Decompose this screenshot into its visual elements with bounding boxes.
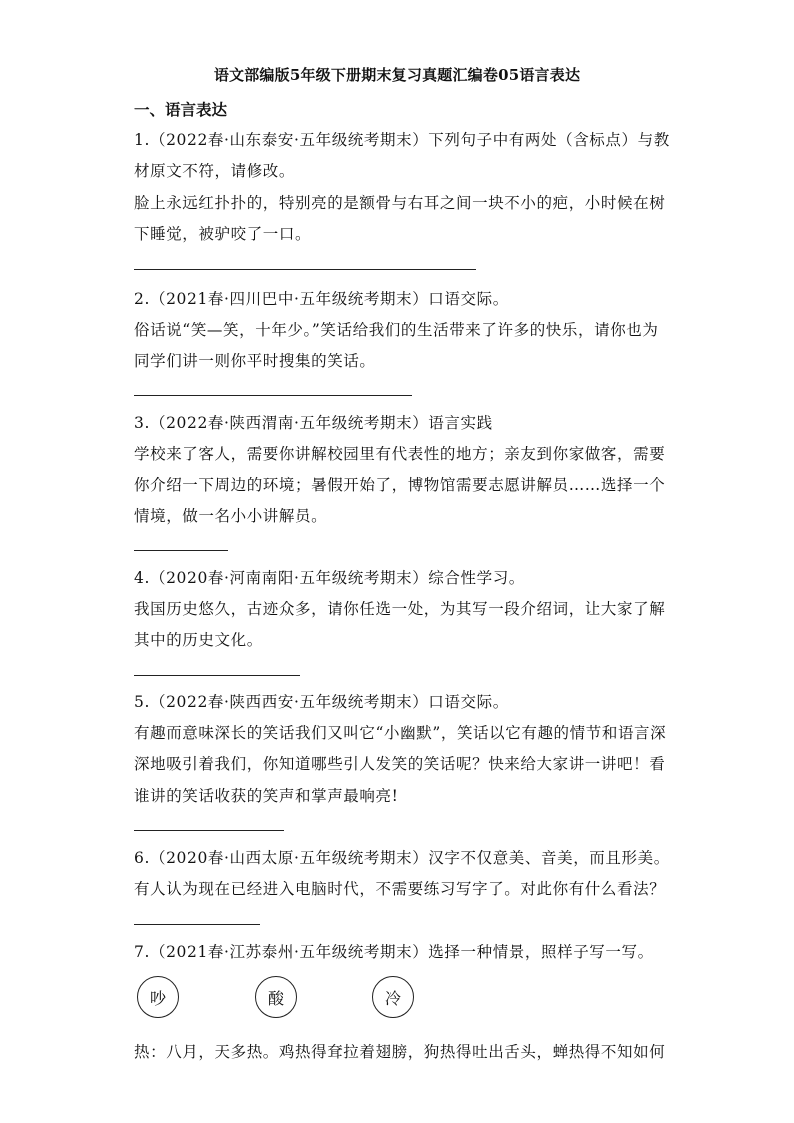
answer-line-3[interactable]: [134, 550, 228, 551]
q4-line-1: 4.（2020春·河南南阳·五年级统考期末）综合性学习。: [134, 569, 525, 587]
q3-line-3: 你介绍一下周边的环境；暑假开始了，博物馆需要志愿讲解员……选择一个: [134, 476, 666, 494]
q2-line-3: 同学们讲一则你平时搜集的笑话。: [134, 352, 376, 370]
q3-line-2: 学校来了客人，需要你讲解校园里有代表性的地方；亲友到你家做客，需要: [134, 445, 666, 463]
document-title: 语文部编版5年级下册期末复习真题汇编卷05语言表达: [213, 66, 581, 84]
circled-word-suan[interactable]: [255, 976, 297, 1018]
section-heading: 一、语言表达: [134, 100, 228, 119]
circled-word-label: 酸: [267, 988, 284, 1008]
q5-line-2: 有趣而意味深长的笑话我们又叫它“小幽默”，笑话以它有趣的情节和语言深: [134, 724, 667, 742]
q4-line-3: 其中的历史文化。: [134, 631, 263, 649]
q5-line-1: 5.（2022春·陕西西安·五年级统考期末）口语交际。: [134, 693, 509, 711]
q5-line-4: 谁讲的笑话收获的笑声和掌声最响亮!: [134, 787, 399, 805]
q7-example-line: 热：八月，天多热。鸡热得耷拉着翅膀，狗热得吐出舌头，蝉热得不知如何: [134, 1043, 666, 1061]
answer-line-5[interactable]: [134, 830, 284, 831]
circled-word-leng[interactable]: [372, 976, 414, 1018]
q1-line-2: 材原文不符，请修改。: [134, 162, 296, 180]
answer-line-6[interactable]: [134, 924, 260, 925]
q2-line-2: 俗话说“笑—笑，十年少。”笑话给我们的生活带来了许多的快乐，请你也为: [134, 321, 659, 339]
q6-line-2: 有人认为现在已经进入电脑时代，不需要练习写字了。对此你有什么看法？: [134, 880, 666, 898]
answer-line-4[interactable]: [134, 675, 300, 676]
q1-line-3: 脸上永远红扑扑的，特别亮的是额骨与右耳之间一块不小的疤，小时候在树: [134, 194, 666, 212]
answer-line-2[interactable]: [134, 395, 412, 396]
q6-line-1: 6.（2020春·山西太原·五年级统考期末）汉字不仅意美、音美，而且形美。: [134, 849, 670, 867]
circled-word-label: 吵: [149, 988, 166, 1008]
q5-line-3: 深地吸引着我们，你知道哪些引人发笑的笑话呢？快来给大家讲一讲吧！看: [134, 755, 666, 773]
q1-line-4: 下睡觉，被驴咬了一口。: [134, 225, 312, 243]
circled-word-chao[interactable]: [137, 976, 179, 1018]
q7-line-1: 7.（2021春·江苏泰州·五年级统考期末）选择一种情景，照样子写一写。: [134, 943, 654, 961]
answer-line-1[interactable]: [134, 269, 476, 270]
circled-word-label: 冷: [384, 988, 401, 1008]
q3-line-4: 情境，做一名小小讲解员。: [134, 507, 328, 525]
q1-line-1: 1.（2022春·山东泰安·五年级统考期末）下列句子中有两处（含标点）与教: [134, 131, 670, 149]
q4-line-2: 我国历史悠久，古迹众多，请你任选一处，为其写一段介绍词，让大家了解: [134, 600, 666, 618]
q3-line-1: 3.（2022春·陕西渭南·五年级统考期末）语言实践: [134, 414, 493, 432]
q2-line-1: 2.（2021春·四川巴中·五年级统考期末）口语交际。: [134, 290, 509, 308]
